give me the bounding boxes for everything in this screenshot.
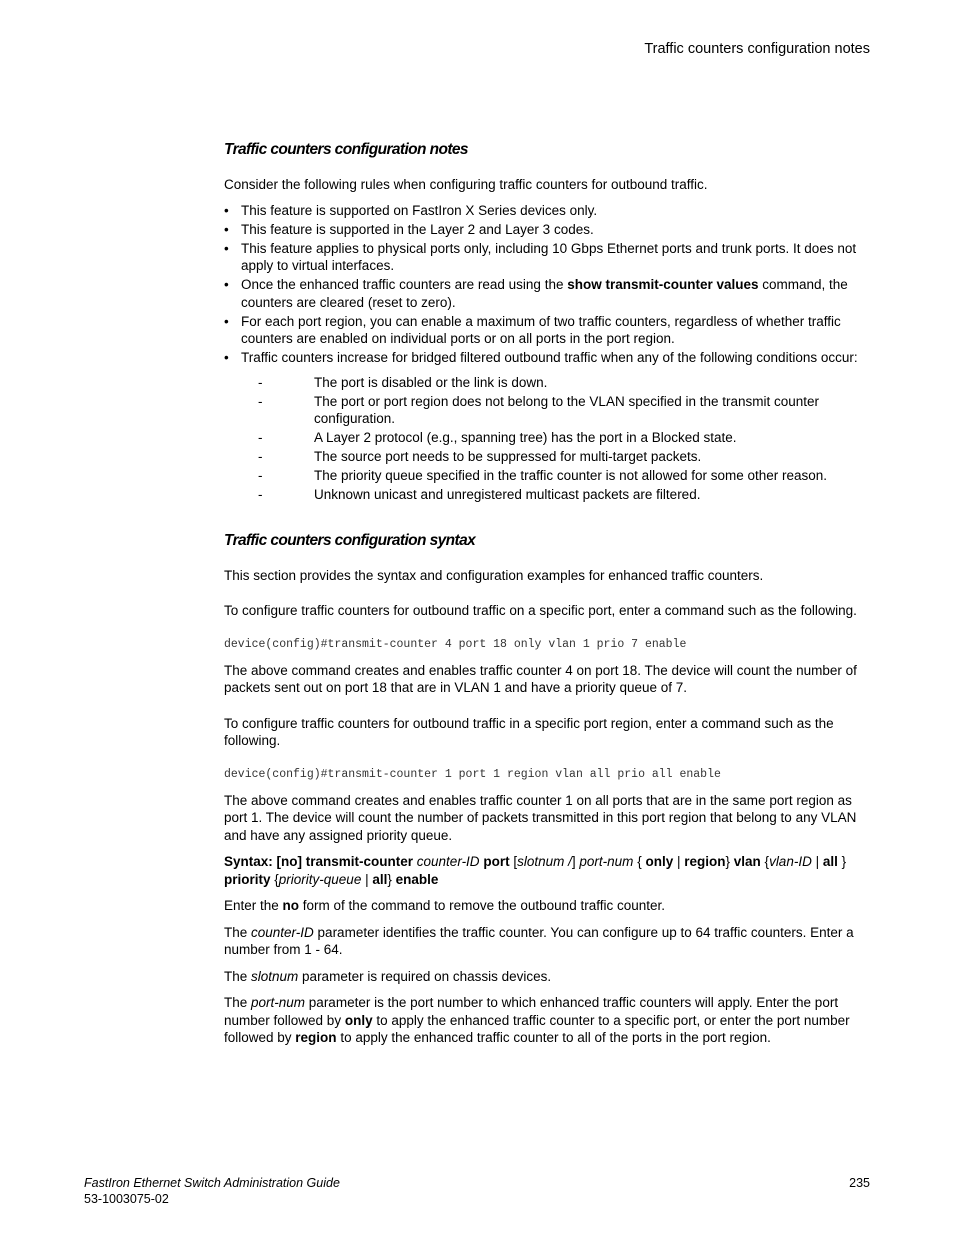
notes-intro: Consider the following rules when configuring traffic counters for outbound traffic.: [224, 177, 708, 192]
syntax-punct: }: [837, 854, 847, 869]
param-counter-id: counter-ID: [416, 854, 480, 869]
conditions-list: [241, 374, 870, 504]
footer-guide-title: FastIron Ethernet Switch Administration Guide: [84, 1176, 340, 1190]
code-example-port: device(config)#transmit-counter 4 port 18 only vlan 1 prio 7 enable: [224, 637, 687, 651]
text-run: parameter is required on chassis devices.: [298, 968, 552, 984]
keyword-all: all: [822, 854, 838, 869]
syntax-punct: |: [361, 871, 373, 887]
keyword-region: region: [684, 854, 726, 869]
syntax-punct: |: [673, 854, 685, 869]
keyword-only: only: [645, 854, 674, 869]
region-example-explanation: The above command creates and enables traffic counter 1 on all ports that are in the same port region as port 1. The device will count the number of packets transmitted in this port region that belong to any VLAN and have any assigned priority queue.: [224, 792, 857, 843]
no-form-description: [224, 897, 870, 915]
param-vlan-id: vlan-ID: [769, 854, 812, 869]
syntax-punct: {: [633, 854, 646, 869]
syntax-punct: }: [725, 854, 731, 869]
page-content: [224, 140, 870, 1056]
syntax-intro: This section provides the syntax and configuration examples for enhanced traffic counters.: [224, 567, 764, 583]
text-run: The: [224, 924, 252, 940]
keyword-only: only: [344, 1012, 373, 1028]
text-run: to apply the enhanced traffic counter to a specific port, or enter the port number followed by: [224, 1012, 850, 1045]
text-run: Traffic counters increase for bridged filtered outbound traffic when any of the following conditions occur:: [241, 350, 858, 365]
param-port-num: port-num: [251, 995, 306, 1010]
condition-item: - Unknown unicast and unregistered multicast packets are filtered.: [241, 486, 870, 504]
text-run: Enter the: [224, 898, 283, 913]
text-run: Once the enhanced traffic counters are read using the: [241, 277, 568, 292]
condition-item: - The port or port region does not belong to the VLAN specified in the transmit counter configuration.: [241, 393, 870, 428]
slotnum-description: [224, 968, 870, 986]
syntax-punct: ]: [571, 854, 576, 869]
param-port-num: port-num: [579, 854, 634, 869]
footer-document-info: [84, 1175, 340, 1207]
page-number: 235: [849, 1176, 870, 1190]
running-header: Traffic counters configuration notes: [644, 41, 870, 57]
syntax-punct: |: [811, 854, 823, 869]
syntax-punct: }: [387, 871, 392, 887]
param-priority-queue: priority-queue: [278, 871, 362, 887]
text-run: to apply the enhanced traffic counter to all of the ports in the port region.: [336, 1030, 771, 1045]
syntax-punct: [: [509, 854, 518, 869]
keyword-vlan: vlan: [733, 854, 761, 869]
text-run: The: [224, 995, 252, 1010]
counter-id-description: [224, 924, 870, 959]
syntax-label: Syntax: [no] transmit-counter: [224, 854, 414, 869]
syntax-line: [224, 853, 870, 888]
param-counter-id: counter-ID: [251, 924, 314, 940]
keyword-no: no: [282, 898, 300, 913]
command-name: show transmit-counter values: [567, 277, 759, 292]
list-item: [224, 276, 870, 311]
syntax-punct: {: [270, 871, 279, 887]
keyword-region: region: [295, 1030, 337, 1045]
text-run: parameter identifies the traffic counter. You can configure up to 64 traffic counters. Enter a number from 1 - 64.: [224, 924, 854, 957]
text-run: parameter is the port number to which enhanced traffic counters will apply. Enter the port number followed by: [224, 995, 839, 1028]
syntax-punct: {: [760, 854, 770, 869]
text-run: command, the counters are cleared (reset to zero).: [241, 277, 848, 310]
port-example-explanation: The above command creates and enables traffic counter 4 on port 18. The device will count the number of packets sent out on port 18 that are in VLAN 1 and have a priority queue of 7.: [224, 662, 857, 695]
condition-item: - The source port needs to be suppressed for multi-target packets.: [241, 448, 870, 466]
list-item: • This feature is supported on FastIron X Series devices only.: [224, 202, 870, 220]
text-run: form of the command to remove the outbound traffic counter.: [299, 898, 665, 913]
keyword-port: port: [483, 854, 510, 869]
text-run: The: [224, 968, 252, 984]
port-num-description: [224, 994, 870, 1047]
list-item: [224, 349, 870, 504]
region-example-intro: To configure traffic counters for outbound traffic in a specific port region, enter a command such as the following.: [224, 715, 834, 748]
port-example-intro: To configure traffic counters for outbound traffic on a specific port, enter a command such as the following.: [224, 603, 857, 618]
condition-item: - The priority queue specified in the traffic counter is not allowed for some other reason.: [241, 467, 870, 485]
condition-item: - A Layer 2 protocol (e.g., spanning tree) has the port in a Blocked state.: [241, 429, 870, 447]
section-heading-notes: Traffic counters configuration notes: [224, 141, 468, 158]
code-example-region: device(config)#transmit-counter 1 port 1 region vlan all prio all enable: [224, 767, 721, 781]
param-slotnum: slotnum /: [517, 854, 572, 869]
condition-item: - The port is disabled or the link is down.: [241, 374, 870, 392]
section-heading-syntax: Traffic counters configuration syntax: [224, 531, 476, 549]
keyword-priority: priority: [224, 871, 271, 887]
param-slotnum: slotnum: [251, 968, 299, 984]
list-item: • This feature is supported in the Layer 2 and Layer 3 codes.: [224, 221, 870, 239]
keyword-all: all: [372, 871, 388, 887]
list-item: • For each port region, you can enable a maximum of two traffic counters, regardless of whether traffic counters are enabled on individual ports or on all ports in the port region.: [224, 313, 870, 348]
keyword-enable: enable: [395, 871, 439, 887]
footer-doc-number: 53-1003075-02: [84, 1192, 169, 1206]
list-item: • This feature applies to physical ports only, including 10 Gbps Ethernet ports and trunk ports. It does not apply to virtual interfaces.: [224, 240, 870, 275]
notes-bullet-list: [224, 202, 870, 504]
